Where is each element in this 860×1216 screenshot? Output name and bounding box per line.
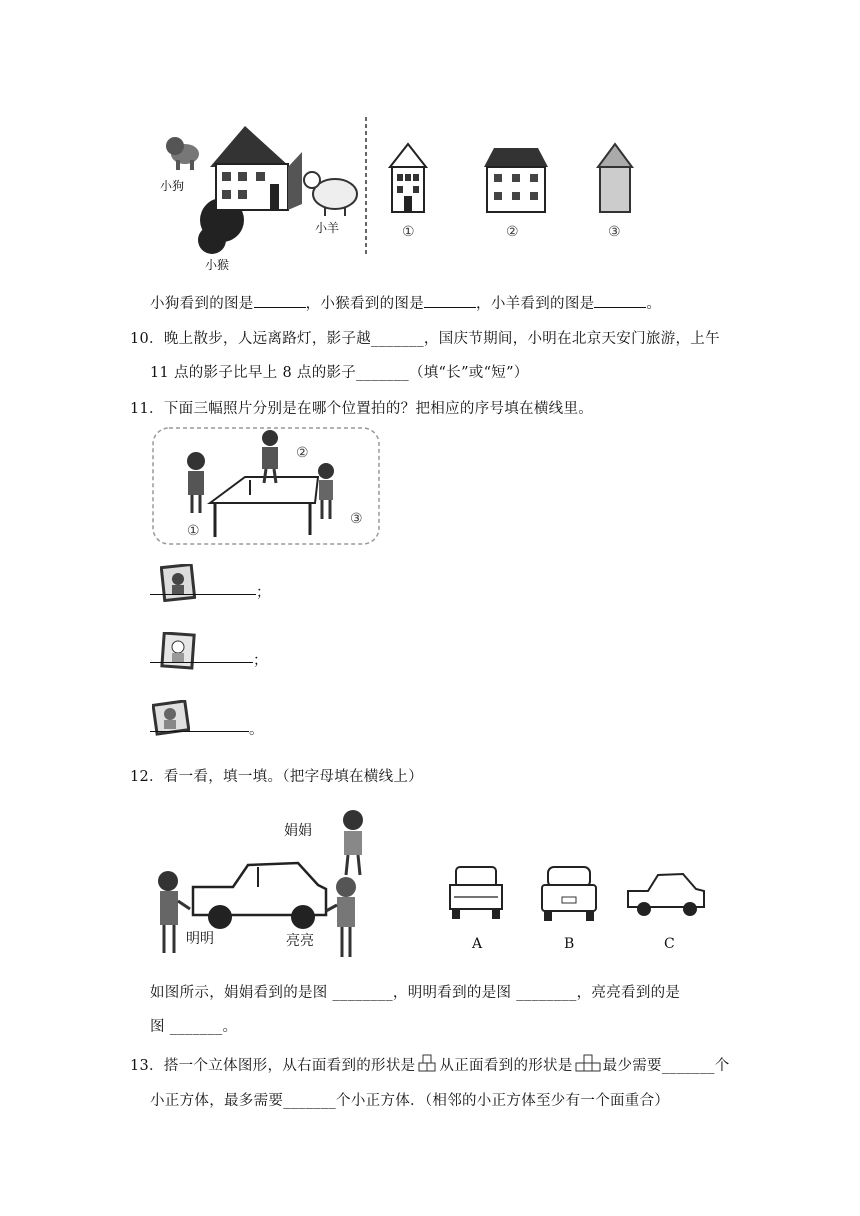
answer-suffix-1: ； [256,585,271,601]
right-view-shape-icon [417,1054,437,1072]
photo-2 [160,632,196,670]
front-view-shape-icon [575,1054,601,1072]
position-1-label: ① [187,523,200,539]
liangliang-figure [326,877,356,957]
q11-question: 11．下面三幅照片分别是在哪个位置拍的？把相应的序号填在横线里。 [130,401,594,417]
q13-line-1 [130,1054,730,1075]
option-2-label: ② [506,224,519,240]
q9-text-4: 。 [646,296,662,312]
juanjuan-figure [343,810,363,875]
monkey-label: 小猴 [205,258,230,272]
liangliang-label: 亮亮 [286,933,314,949]
sheep-label: 小羊 [315,221,340,235]
table [210,477,318,537]
q12-line-2: 图 _______。 [150,1019,238,1035]
q9-figure [140,112,645,277]
big-car [193,863,326,929]
answer-suffix-2: ； [253,653,268,669]
answer-line-3[interactable] [150,731,249,732]
big-house [210,126,302,210]
q12-figure [148,805,708,965]
car-option-a [450,867,502,919]
child-3 [318,463,334,519]
q9-blank-sheep[interactable] [594,293,646,308]
q12-line-1: 如图所示，娟娟看到的是图 ________，明明看到的是图 ________，亮亮看到的是 [150,985,681,1001]
position-3-label: ③ [350,511,363,527]
q9-blank-dog[interactable] [254,293,306,308]
sheep-figure [304,172,357,216]
q10-line-2: 11 点的影子比早上 8 点的影子_______（填“长”或“短”） [150,365,529,381]
mingming-label: 明明 [186,931,214,947]
answer-suffix-3: 。 [249,722,264,738]
q11-figure [150,425,382,547]
car-option-b [542,867,596,921]
dog-figure [166,137,199,170]
car-option-b-label: B [564,936,575,952]
position-2-label: ② [296,445,309,461]
photo-1 [160,564,196,602]
q9-sentence [150,292,661,313]
q10-line-1: 10．晚上散步，人远离路灯，影子越_______，国庆节期间，小明在北京天安门旅游，上午 [130,331,720,347]
option-3-house [598,144,632,212]
car-option-c [628,874,704,916]
q13-text-2: 从正面看到的形状是 [439,1058,573,1074]
answer-line-1[interactable] [150,594,256,595]
q9-blank-monkey[interactable] [424,293,476,308]
dog-label: 小狗 [160,179,185,193]
option-2-house [484,148,548,212]
q13-line-2: 小正方体，最多需要_______个小正方体．（相邻的小正方体至少有一个面重合） [150,1093,670,1109]
answer-line-2[interactable] [150,662,253,663]
q9-text-3: ，小羊看到的图是 [476,296,595,312]
q13-text-3: 最少需要_______个 [602,1058,730,1074]
q9-text-2: ，小猴看到的图是 [305,296,425,312]
q9-text-1: 小狗看到的图是 [150,296,254,312]
child-2 [262,430,278,483]
child-1 [187,452,205,513]
car-option-c-label: C [664,936,675,952]
q13-text-1: 13．搭一个立体图形，从右面看到的形状是 [130,1058,416,1074]
q12-question: 12．看一看，填一填。（把字母填在横线上） [130,769,423,785]
option-1-house [390,144,426,212]
option-3-label: ③ [608,224,621,240]
car-option-a-label: A [472,936,483,952]
juanjuan-label: 娟娟 [284,823,312,839]
option-1-label: ① [402,224,415,240]
